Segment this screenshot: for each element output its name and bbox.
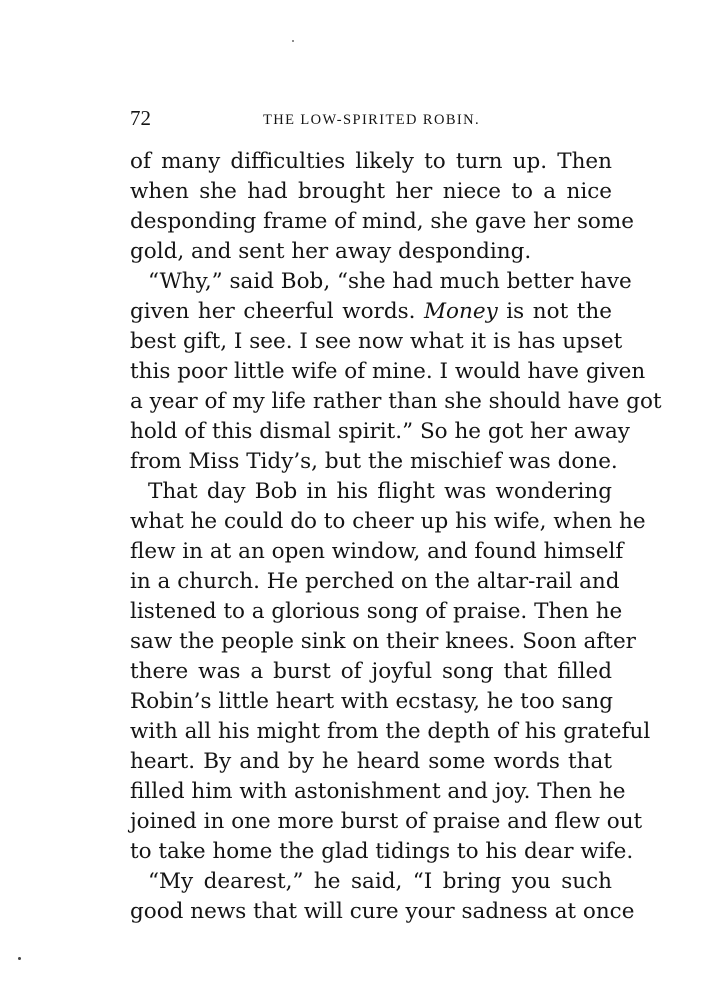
text-line: listened to a glorious song of praise. Then he: [130, 599, 623, 624]
text-line: best gift, I see. I see now what it is has upset: [130, 329, 623, 354]
text-line: when she had brought her niece to a nice: [130, 179, 612, 204]
paper-speck: [292, 40, 294, 42]
text-line: heart. By and by he heard some words that: [130, 749, 612, 774]
body-text: [130, 147, 662, 927]
text-line: hold of this dismal spirit.” So he got her away: [130, 419, 630, 444]
text-line: joined in one more burst of praise and flew out: [130, 809, 643, 834]
text-line: from Miss Tidy’s, but the mischief was done.: [130, 449, 618, 474]
text-line: flew in at an open window, and found himself: [130, 539, 624, 564]
text-line: this poor little wife of mine. I would have given: [130, 359, 646, 384]
text-line: “My dearest,” he said, “I bring you such: [148, 869, 612, 894]
text-line: That day Bob in his flight was wondering: [148, 479, 612, 504]
text-line: Robin’s little heart with ecstasy, he too sang: [130, 689, 614, 714]
text-line: desponding frame of mind, she gave her some: [130, 209, 634, 234]
text-line: there was a burst of joyful song that filled: [130, 659, 612, 684]
paper-speck: [18, 957, 21, 960]
page-header: [130, 104, 613, 132]
text-line: [130, 297, 612, 327]
text-segment: given her cheerful words.: [130, 299, 425, 324]
emphasized-word: Money: [424, 299, 498, 324]
text-line: filled him with astonishment and joy. Then he: [130, 779, 626, 804]
text-line: to take home the glad tidings to his dear wife.: [130, 839, 634, 864]
text-line: gold, and sent her away desponding.: [130, 239, 532, 264]
page-number: 72: [130, 106, 151, 130]
text-line: a year of my life rather than she should have got: [130, 389, 662, 414]
text-line: good news that will cure your sadness at once: [130, 899, 635, 924]
text-line: “Why,” said Bob, “she had much better have: [148, 269, 632, 294]
text-line: with all his might from the depth of his grateful: [130, 719, 651, 744]
text-segment: is not the: [497, 299, 612, 324]
text-line: in a church. He perched on the altar-rail and: [130, 569, 620, 594]
running-title: THE LOW-SPIRITED ROBIN.: [262, 112, 481, 128]
text-line: what he could do to cheer up his wife, when he: [130, 509, 646, 534]
text-line: of many difficulties likely to turn up. Then: [130, 149, 612, 174]
text-line: saw the people sink on their knees. Soon after: [130, 629, 636, 654]
